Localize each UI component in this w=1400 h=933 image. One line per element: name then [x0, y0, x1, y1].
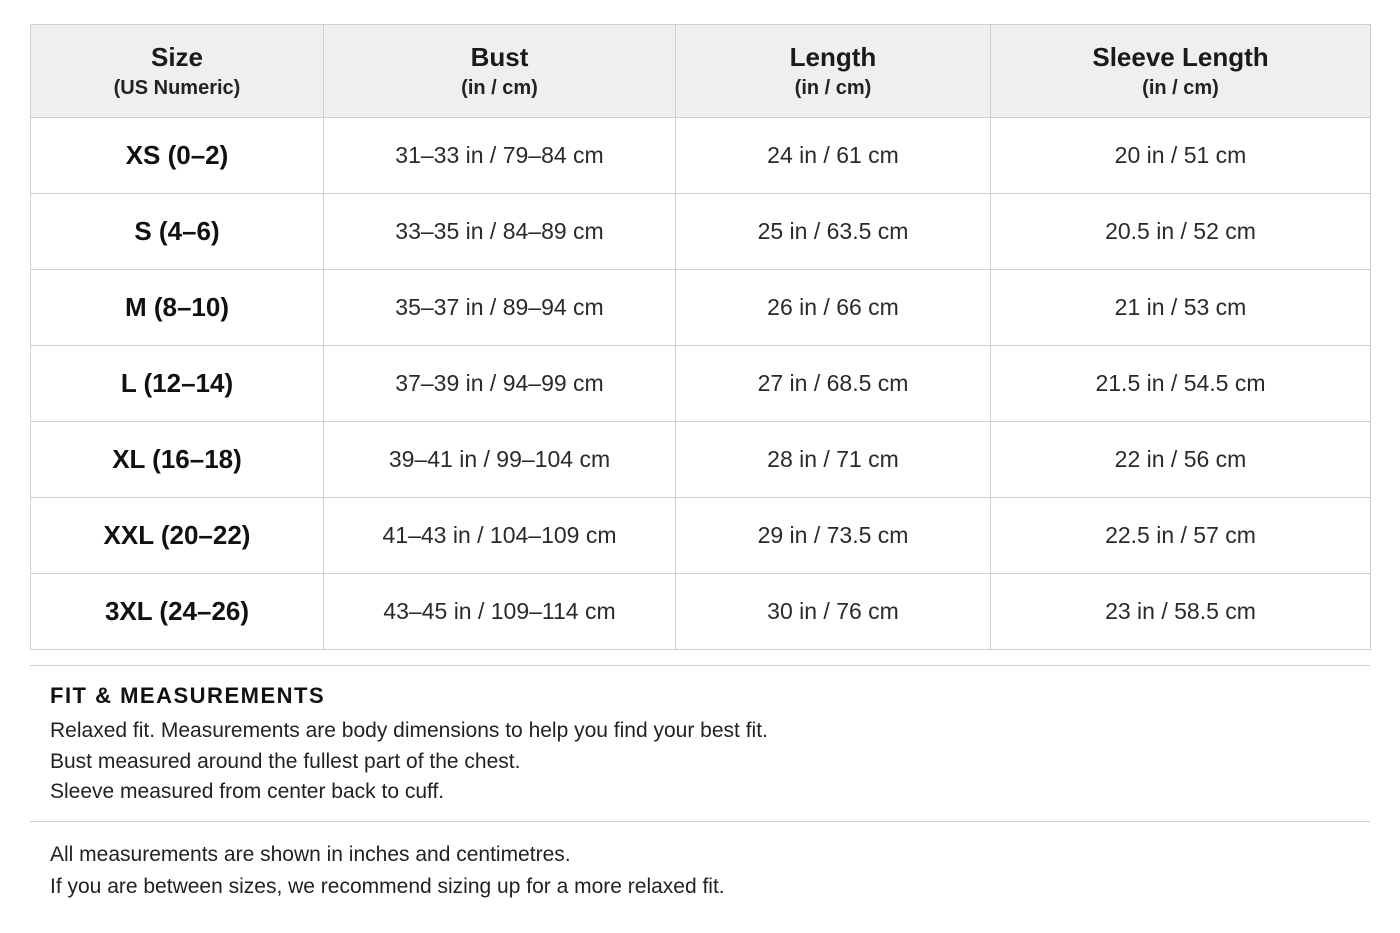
sleeve-length-cell: 21 in / 53 cm [991, 270, 1371, 346]
fit-line: Bust measured around the fullest part of the chest. [50, 749, 521, 773]
fit-measurements-title: FIT & MEASUREMENTS [50, 683, 326, 708]
fit-line: Relaxed fit. Measurements are body dimensions to help you find your best fit. [50, 719, 768, 742]
header-bust-label: Bust [470, 42, 529, 72]
note-line: All measurements are shown in inches and centimetres. [50, 843, 571, 866]
table-row [31, 118, 1371, 194]
fit-line: Sleeve measured from center back to cuff. [50, 780, 445, 803]
bust-cell: 35–37 in / 89–94 cm [324, 270, 676, 346]
sleeve-length-cell: 22 in / 56 cm [991, 422, 1371, 498]
header-length-unit: (in / cm) [794, 77, 872, 99]
table-row [31, 346, 1371, 422]
header-sleeve-length [991, 25, 1371, 118]
size-cell: 3XL (24–26) [31, 574, 324, 650]
sleeve-length-cell: 22.5 in / 57 cm [991, 498, 1371, 574]
size-chart-table [30, 24, 1371, 650]
table-row [31, 498, 1371, 574]
section-divider [30, 821, 1370, 822]
header-sleeve-length-label: Sleeve Length [1092, 42, 1269, 72]
sleeve-length-cell: 21.5 in / 54.5 cm [991, 346, 1371, 422]
bust-cell: 43–45 in / 109–114 cm [324, 574, 676, 650]
length-cell: 26 in / 66 cm [676, 270, 991, 346]
length-cell: 25 in / 63.5 cm [676, 194, 991, 270]
header-size-label: Size [150, 42, 204, 72]
header-row [31, 25, 1371, 118]
header-bust-unit: (in / cm) [461, 77, 538, 99]
size-cell: S (4–6) [31, 194, 324, 270]
header-bust [324, 25, 676, 118]
sleeve-length-cell: 20.5 in / 52 cm [991, 194, 1371, 270]
bust-cell: 33–35 in / 84–89 cm [324, 194, 676, 270]
fit-measurements-section [50, 682, 1350, 808]
table-header [31, 25, 1371, 118]
length-cell: 24 in / 61 cm [676, 118, 991, 194]
section-divider [30, 665, 1370, 666]
note-line: If you are between sizes, we recommend sizing up for a more relaxed fit. [50, 875, 725, 898]
size-cell: M (8–10) [31, 270, 324, 346]
header-length-label: Length [789, 42, 877, 72]
length-cell: 28 in / 71 cm [676, 422, 991, 498]
table-row [31, 270, 1371, 346]
bust-cell: 39–41 in / 99–104 cm [324, 422, 676, 498]
bust-cell: 41–43 in / 104–109 cm [324, 498, 676, 574]
table-row [31, 574, 1371, 650]
length-cell: 29 in / 73.5 cm [676, 498, 991, 574]
header-length [676, 25, 991, 118]
table-body [31, 118, 1371, 650]
table-row [31, 422, 1371, 498]
size-cell: XXL (20–22) [31, 498, 324, 574]
header-size-unit: (US Numeric) [113, 77, 241, 99]
sleeve-length-cell: 23 in / 58.5 cm [991, 574, 1371, 650]
size-cell: XS (0–2) [31, 118, 324, 194]
sleeve-length-cell: 20 in / 51 cm [991, 118, 1371, 194]
header-size [31, 25, 324, 118]
length-cell: 27 in / 68.5 cm [676, 346, 991, 422]
header-sleeve-length-unit: (in / cm) [1142, 77, 1219, 99]
notes-section [50, 839, 1350, 903]
size-cell: XL (16–18) [31, 422, 324, 498]
length-cell: 30 in / 76 cm [676, 574, 991, 650]
table-row [31, 194, 1371, 270]
size-cell: L (12–14) [31, 346, 324, 422]
bust-cell: 37–39 in / 94–99 cm [324, 346, 676, 422]
bust-cell: 31–33 in / 79–84 cm [324, 118, 676, 194]
